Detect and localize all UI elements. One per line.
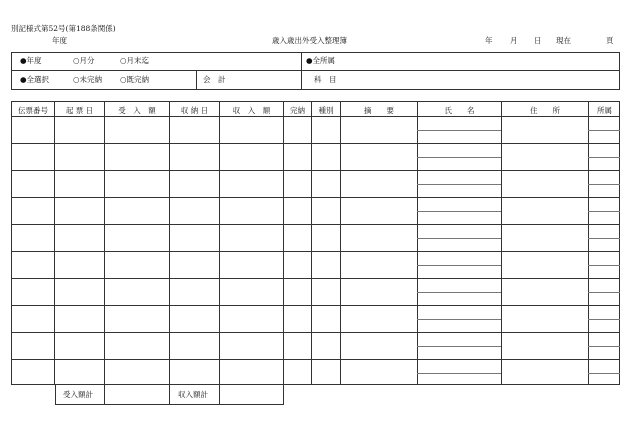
ledger-row-line (11, 278, 620, 279)
column-voucher-date: 起 票 日 (65, 106, 94, 115)
ledger-row-line (11, 224, 620, 225)
column-voucher-number: 伝票番号 (18, 106, 48, 115)
ledger-subrow-line (417, 130, 501, 131)
ledger-subrow-line (588, 211, 620, 212)
collected-total-label: 収入額計 (178, 390, 208, 399)
date-current: 現在 (556, 36, 571, 45)
radio-unpaid[interactable]: ○未完納 (73, 75, 103, 84)
totals-split-2 (169, 384, 170, 405)
ledger-subrow-line (417, 157, 501, 158)
radio-all-departments[interactable]: ●全所属 (306, 56, 336, 65)
column-department: 所属 (597, 106, 612, 115)
filter-box-split-main (301, 52, 302, 90)
ledger-subrow-line (588, 292, 620, 293)
radio-until-month-end[interactable]: ○月末迄 (120, 56, 150, 65)
date-month: 月 (510, 36, 518, 45)
ledger-header-divider (11, 116, 620, 117)
ledger-subrow-line (417, 265, 501, 266)
radio-fiscal-year[interactable]: ●年度 (20, 56, 42, 65)
ledger-subrow-line (588, 184, 620, 185)
subject-label: 科 目 (314, 75, 337, 84)
date-year: 年 (485, 36, 493, 45)
ledger-subrow-line (588, 346, 620, 347)
ledger-subrow-line (588, 130, 620, 131)
ledger-subrow-line (417, 184, 501, 185)
received-total-label: 受入額計 (63, 390, 93, 399)
ledger-row-line (11, 170, 620, 171)
column-collection-date: 収 納 日 (180, 106, 209, 115)
ledger-row-line (11, 251, 620, 252)
totals-split-3 (219, 384, 220, 405)
filter-box-divider (11, 70, 620, 71)
ledger-subrow-line (417, 211, 501, 212)
column-address: 住 所 (530, 106, 560, 115)
ledger-subrow-line (588, 238, 620, 239)
ledger-subrow-line (588, 157, 620, 158)
ledger-row-line (11, 197, 620, 198)
ledger-subrow-line (588, 265, 620, 266)
ledger-row-line (11, 305, 620, 306)
account-label: 会 計 (203, 75, 226, 84)
ledger-row-line (11, 359, 620, 360)
column-collected-amount: 収 入 額 (232, 106, 271, 115)
ledger-subrow-line (588, 319, 620, 320)
ledger-subrow-line (417, 238, 501, 239)
radio-select-all[interactable]: ●全選択 (20, 75, 50, 84)
column-received-amount: 受 入 額 (118, 106, 156, 115)
radio-paid[interactable]: ○既完納 (120, 75, 150, 84)
ledger-subrow-line (417, 292, 501, 293)
radio-month[interactable]: ○月分 (73, 56, 95, 65)
column-description: 摘 要 (364, 106, 394, 115)
filter-box-split-account (196, 70, 197, 90)
ledger-subrow-line (588, 373, 620, 374)
totals-split-1 (104, 384, 105, 405)
column-category: 種別 (318, 106, 334, 115)
page-title: 歳入歳出外受入整理簿 (272, 36, 347, 45)
column-fully-paid: 完納 (290, 106, 305, 115)
ledger-subrow-line (417, 373, 501, 374)
ledger-subrow-line (417, 319, 501, 320)
ledger-row-line (11, 143, 620, 144)
form-number: 別記様式第52号(第188条関係) (11, 24, 116, 33)
date-page: 頁 (606, 36, 614, 45)
ledger-subrow-line (417, 346, 501, 347)
date-day: 日 (534, 36, 542, 45)
fiscal-year-label: 年度 (52, 36, 67, 45)
ledger-row-line (11, 332, 620, 333)
column-name: 氏 名 (444, 106, 475, 115)
